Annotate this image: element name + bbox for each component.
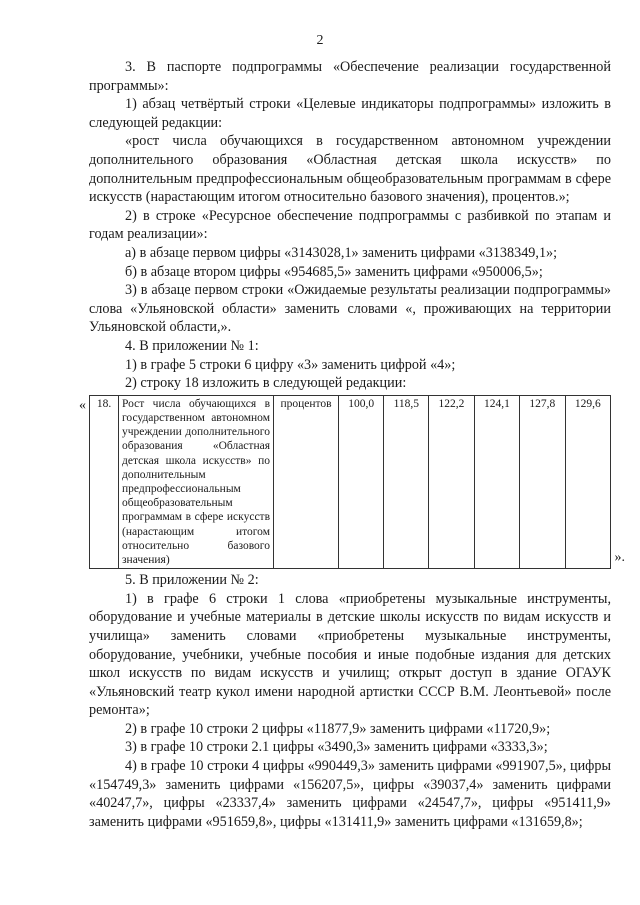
table-row <box>90 395 611 568</box>
value-cell-1: 100,0 <box>339 395 384 568</box>
paragraph-section-3: 3. В паспорте подпрограммы «Обеспечение реализации государственной программы»: <box>89 59 611 94</box>
paragraph-item-3: 3) в абзаце первом строки «Ожидаемые результаты реализации подпрограммы» слова «Ульяновской области» заменить словами «, проживающих на территории Ульяновской области,». <box>89 282 611 336</box>
paragraph-item-4-1: 1) в графе 5 строки 6 цифру «3» заменить цифрой «4»; <box>125 356 456 373</box>
paragraph-item-2: 2) в строке «Ресурсное обеспечение подпрограммы с разбивкой по этапам и годам реализации»: <box>89 207 611 243</box>
value-cell-2: 118,5 <box>384 395 429 568</box>
indicator-table <box>89 395 611 569</box>
unit-cell: процентов <box>274 395 339 568</box>
paragraph-item-2a: а) в абзаце первом цифры «3143028,1» заменить цифрами «3138349,1»; <box>125 244 558 261</box>
document-body <box>79 58 625 831</box>
paragraph-item-5-3: 3) в графе 10 строки 2.1 цифры «3490,3» заменить цифрами «3333,3»; <box>125 739 548 756</box>
value-cell-6: 129,6 <box>565 395 610 568</box>
value-cell-5: 127,8 <box>520 395 565 568</box>
table-open-quote: « <box>79 397 86 413</box>
indicator-name-cell: Рост числа обучающихся в государственном автономном учреждении дополнительного образования «Областная детская школа искусств» по дополнительным предпрофессиональным общеобразовательным программам в сфере искусств (нарастающим итогом относительно базового значения) <box>119 395 274 568</box>
paragraph-item-5-1: 1) в графе 6 строки 1 слова «приобретены музыкальные инструменты, оборудование и учебные материалы в детские школы искусств по видам искусств и училища» заменить словами «приобретены музыкальные инструменты, оборудование, учебники, учебные пособия и иные подобные издания для детских школ искусств по видам искусств и училищ; открыт доступ в здание ОГАУК «Ульяновский театр кукол имени народной артистки СССР В.М. Леонтьевой» после ремонта»; <box>89 590 611 719</box>
value-cell-4: 124,1 <box>474 395 519 568</box>
paragraph-item-2b: б) в абзаце втором цифры «954685,5» заменить цифрами «950006,5»; <box>125 263 543 280</box>
row-number-cell: 18. <box>90 395 119 568</box>
paragraph-item-5-2: 2) в графе 10 строки 2 цифры «11877,9» заменить цифрами «11720,9»; <box>125 720 551 737</box>
paragraph-quote: «рост числа обучающихся в государственном автономном учреждении дополнительного образования «Областная детская школа искусств» по дополнительным предпрофессиональным общеобразовательным программам в сфере искусств (нарастающим итогом относительно базового значения), процентов.»; <box>89 133 611 206</box>
indicator-table-wrapper <box>79 395 625 569</box>
table-close-quote: ». <box>614 549 625 565</box>
page-number: 2 <box>316 33 324 48</box>
paragraph-section-4: 4. В приложении № 1: <box>125 337 259 354</box>
value-cell-3: 122,2 <box>429 395 474 568</box>
paragraph-section-5: 5. В приложении № 2: <box>125 572 259 589</box>
paragraph-item-1: 1) абзац четвёртый строки «Целевые индикаторы подпрограммы» изложить в следующей редакции: <box>89 96 611 131</box>
paragraph-item-4-2: 2) строку 18 изложить в следующей редакции: <box>125 375 407 392</box>
paragraph-item-5-4: 4) в графе 10 строки 4 цифры «990449,3» заменить цифрами «991907,5», цифры «154749,3» заменить цифрами «156207,5», цифры «39037,4» заменить цифрами «40247,7», цифры «23337,4» заменить цифрами «24547,7», цифры «951411,9» заменить цифрами «951659,8», цифры «131411,9» заменить цифрами «131659,8»; <box>89 758 611 830</box>
